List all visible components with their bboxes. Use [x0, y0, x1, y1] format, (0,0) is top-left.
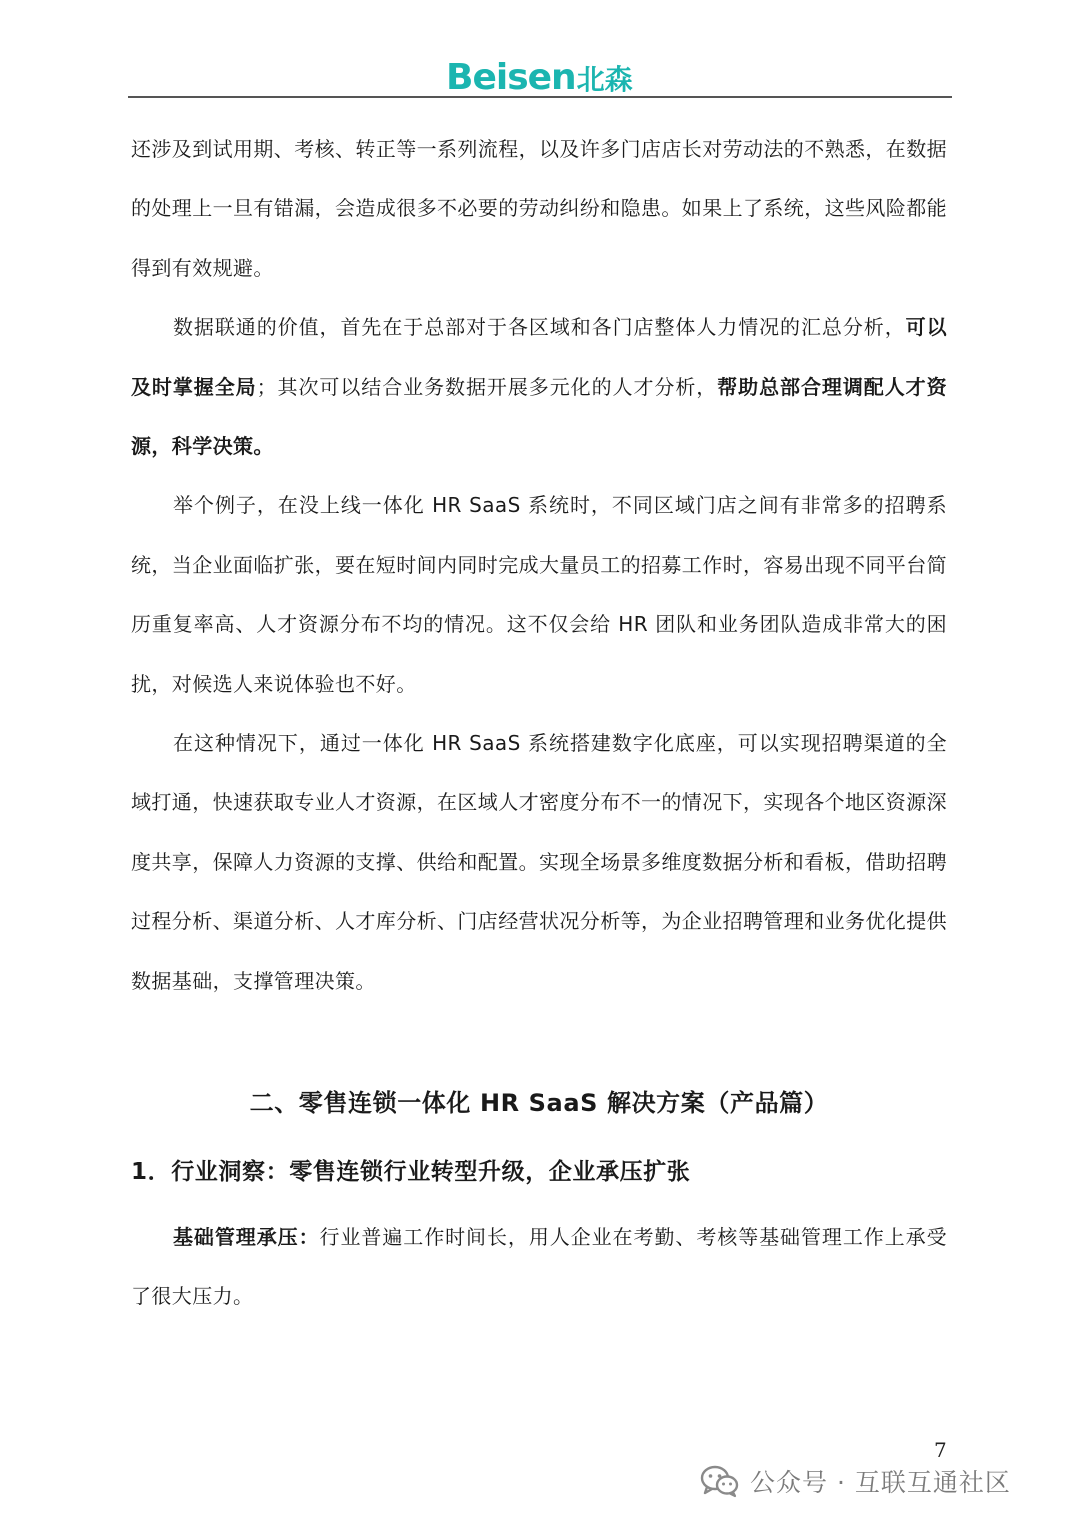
logo-chinese-text: 北森: [576, 63, 633, 96]
final-paragraph-block: [131, 1208, 947, 1327]
paragraph-2-text-b: ；其次可以结合业务数据开展多元化的人才分析，: [256, 374, 718, 399]
watermark-text: 公众号 · 互联互通社区: [750, 1468, 1011, 1497]
subsection-heading: 1．行业洞察：零售连锁行业转型升级，企业承压扩张: [131, 1159, 691, 1185]
paragraph-2-bold-b: 帮助总部合理调配人才资源，科学决策。: [131, 374, 947, 459]
logo-latin-text: Beisen: [446, 57, 576, 98]
paragraph-1: [131, 120, 947, 298]
beisen-logo: [446, 57, 633, 98]
paragraph-5: [131, 1208, 947, 1327]
wechat-watermark: [700, 1456, 1011, 1506]
paragraph-2-bold-a: 可以及时掌握全局: [131, 315, 947, 399]
paragraph-4-text: 在这种情况下，通过一体化 HR SaaS 系统搭建数字化底座，可以实现招聘渠道的全域打通，快速获取专业人才资源，在区域人才密度分布不一的情况下，实现各个地区资源深度共享，保障人力资源的支撑、供给和配置。实现全场景多维度数据分析和看板，借助招聘过程分析、渠道分析、人才库分析、门店经营状况分析等，为企业招聘管理和业务优化提供数据基础，支撑管理决策。: [131, 731, 947, 993]
page-number: 7: [934, 1438, 947, 1462]
paragraph-5-lead: 基础管理承压：: [173, 1225, 320, 1249]
paragraph-2: [131, 298, 947, 476]
wechat-icon: [700, 1464, 740, 1498]
paragraph-1-text: 还涉及到试用期、考核、转正等一系列流程，以及许多门店店长对劳动法的不熟悉，在数据的处理上一旦有错漏，会造成很多不必要的劳动纠纷和隐患。如果上了系统，这些风险都能得到有效规避。: [131, 137, 947, 280]
paragraph-5-text: 行业普遍工作时间长，用人企业在考勤、考核等基础管理工作上承受了很大压力。: [131, 1225, 947, 1309]
paragraph-2-text-a: 数据联通的价值，首先在于总部对于各区域和各门店整体人力情况的汇总分析，: [173, 315, 906, 340]
body-text: [131, 120, 947, 1011]
page-header: [128, 58, 952, 98]
paragraph-3-text: 举个例子，在没上线一体化 HR SaaS 系统时，不同区域门店之间有非常多的招聘系统，当企业面临扩张，要在短时间内同时完成大量员工的招募工作时，容易出现不同平台简历重复率高、人才资源分布不均的情况。这不仅会给 HR 团队和业务团队造成非常大的困扰，对候选人来说体验也不好。: [131, 493, 947, 696]
paragraph-3: [131, 476, 947, 714]
section-heading: 二、零售连锁一体化 HR SaaS 解决方案（产品篇）: [249, 1089, 829, 1117]
header-divider: [128, 96, 952, 98]
paragraph-4: [131, 714, 947, 1011]
